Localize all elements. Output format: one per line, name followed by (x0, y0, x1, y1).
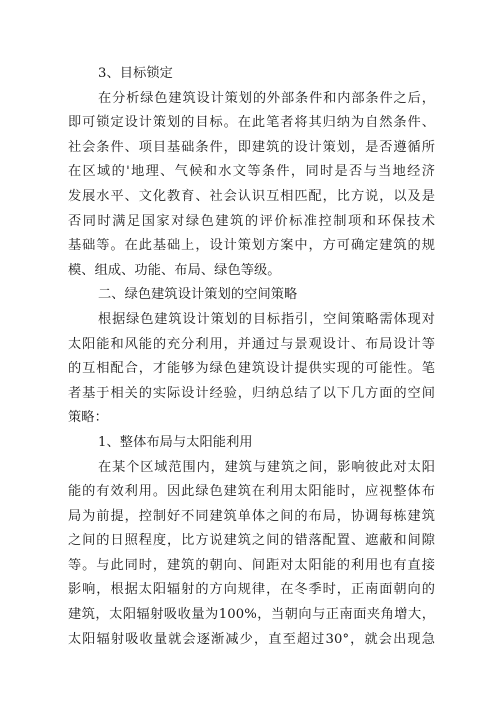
text-line: 发展水平、文化教育、社会认识互相匹配，比方说，以及是 (68, 188, 435, 204)
text-line: 策略： (68, 410, 108, 426)
text-line: 太阳辐射吸收量就会逐渐减少，直至超过30°，就会出现急 (68, 631, 435, 647)
text-line: 建筑，太阳辐射吸收量为100%，当朝向与正南面夹角增大， (68, 607, 435, 623)
text-line: 之间的日照程度，比方说建筑之间的错落配置、遮蔽和间隙 (68, 533, 435, 549)
text-line: 者基于相关的实际设计经验，归纳总结了以下几方面的空间 (68, 385, 435, 401)
text-line: 影响，根据太阳辐射的方向规律，在冬季时，正南面朝向的 (68, 582, 435, 598)
text-line: 模、组成、功能、布局、绿色等级。 (68, 262, 281, 278)
text-line: 1、整体布局与太阳能利用 (98, 434, 253, 450)
text-line: 太阳能和风能的充分利用，并通过与景观设计、布局设计等 (68, 336, 435, 352)
text-line: 在某个区域范围内，建筑与建筑之间，影响彼此对太阳 (98, 459, 435, 475)
text-line: 二、绿色建筑设计策划的空间策略 (98, 287, 298, 303)
text-line: 的互相配合，才能够为绿色建筑设计提供实现的可能性。笔 (68, 361, 435, 377)
text-line: 社会条件、项目基础条件，即建筑的设计策划，是否遵循所 (68, 139, 435, 155)
text-line: 局为前提，控制好不同建筑单体之间的布局，协调每栋建筑 (68, 508, 435, 524)
text-line: 即可锁定设计策划的目标。在此笔者将其归纳为自然条件、 (68, 115, 435, 131)
text-line: 在分析绿色建筑设计策划的外部条件和内部条件之后， (98, 90, 435, 106)
text-line: 根据绿色建筑设计策划的目标指引，空间策略需体现对 (98, 311, 435, 327)
text-line: 否同时满足国家对绿色建筑的评价标准控制项和环保技术 (68, 213, 435, 229)
text-line: 3、目标锁定 (98, 66, 173, 81)
text-line: 等。与此同时，建筑的朝向、间距对太阳能的利用也有直接 (68, 557, 435, 573)
text-line: 在区域的'地理、气候和水文等条件，同时是否与当地经济 (68, 164, 435, 180)
document-body (68, 62, 435, 652)
text-line: 基础等。在此基础上，设计策划方案中，方可确定建筑的规 (68, 238, 435, 254)
text-line: 能的有效利用。因此绿色建筑在利用太阳能时，应视整体布 (68, 484, 435, 500)
